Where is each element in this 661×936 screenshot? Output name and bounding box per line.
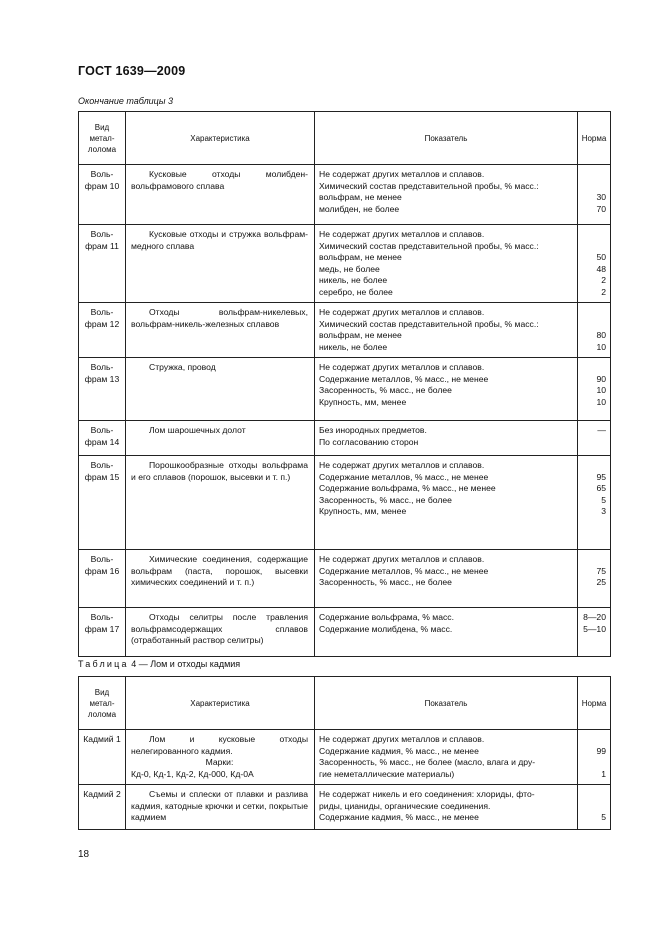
table-row <box>79 730 611 785</box>
kind-cell: Воль- фрам 10 <box>79 165 126 225</box>
characteristic-cell: Порошкообразные отходы вольфрама и его сплавов (порошок, высевки и т. п.) <box>126 456 315 550</box>
table-row <box>79 358 611 421</box>
characteristic-cell: Лом и кусковые отходы нелегированного кадмия. Марки: Кд-0, Кд-1, Кд-2, Кд-000, Кд-0А <box>126 730 315 785</box>
page-number: 18 <box>78 849 90 860</box>
header-characteristic: Характеристика <box>126 112 315 165</box>
indicator-cell: Содержание вольфрама, % масс. Содержание молибдена, % масс. <box>315 608 578 657</box>
norm-cell: 90 10 10 <box>578 358 611 421</box>
characteristic-cell: Химические соединения, содержащие вольфрам (паста, порошок, высевки химических соединений и т. п.) <box>126 550 315 608</box>
table-row <box>79 550 611 608</box>
indicator-cell: Не содержат других металлов и сплавов. Содержание металлов, % масс., не менее Засоренность, % масс., не более <box>315 550 578 608</box>
norm-cell: 5 <box>578 785 611 830</box>
norm-cell: 30 70 <box>578 165 611 225</box>
header-indicator: Показатель <box>315 112 578 165</box>
characteristic-cell: Кусковые отходы молибден-вольфрамового сплава <box>126 165 315 225</box>
norm-cell: — <box>578 421 611 456</box>
kind-cell: Кадмий 1 <box>79 730 126 785</box>
table-row <box>79 165 611 225</box>
table-4-caption: Таблица 4 — Лом и отходы кадмия <box>78 659 241 669</box>
indicator-cell: Не содержат никель и его соединения: хлориды, фто- риды, цианиды, органические соединения. Содержание кадмия, % масс., не менее <box>315 785 578 830</box>
header-kind: Вид метал- лолома <box>79 677 126 730</box>
norm-cell: 95 65 5 3 <box>578 456 611 550</box>
header-indicator: Показатель <box>315 677 578 730</box>
characteristic-cell: Стружка, провод <box>126 358 315 421</box>
table-3-caption: Окончание таблицы 3 <box>78 96 173 106</box>
document-title: ГОСТ 1639—2009 <box>78 64 186 78</box>
indicator-cell: Без инородных предметов. По согласованию сторон <box>315 421 578 456</box>
characteristic-cell: Кусковые отходы и стружка вольфрам-медного сплава <box>126 225 315 303</box>
table-row <box>79 225 611 303</box>
header-characteristic: Характеристика <box>126 677 315 730</box>
characteristic-cell: Съемы и сплески от плавки и разлива кадмия, катодные крючки и сетки, покрытые кадмием <box>126 785 315 830</box>
norm-cell: 99 1 <box>578 730 611 785</box>
indicator-cell: Не содержат других металлов и сплавов. Химический состав представительной пробы, % масс.: вольфрам, не менее молибден, не более <box>315 165 578 225</box>
norm-cell: 75 25 <box>578 550 611 608</box>
header-kind: Вид метал- лолома <box>79 112 126 165</box>
kind-cell: Воль- фрам 17 <box>79 608 126 657</box>
table-row <box>79 303 611 358</box>
table-4-header-row <box>79 677 611 730</box>
kind-cell: Воль- фрам 14 <box>79 421 126 456</box>
indicator-cell: Не содержат других металлов и сплавов. Химический состав представительной пробы, % масс.: вольфрам, не менее медь, не более никель, не более серебро, не более <box>315 225 578 303</box>
kind-cell: Кадмий 2 <box>79 785 126 830</box>
table-3 <box>78 111 611 657</box>
kind-cell: Воль- фрам 16 <box>79 550 126 608</box>
header-norm: Норма <box>578 112 611 165</box>
norm-cell: 50 48 2 2 <box>578 225 611 303</box>
kind-cell: Воль- фрам 12 <box>79 303 126 358</box>
table-row <box>79 785 611 830</box>
kind-cell: Воль- фрам 11 <box>79 225 126 303</box>
table-3-header-row <box>79 112 611 165</box>
indicator-cell: Не содержат других металлов и сплавов. Содержание металлов, % масс., не менее Содержание вольфрама, % масс., не менее Засоренность, % масс., не более Крупность, мм, менее <box>315 456 578 550</box>
indicator-cell: Не содержат других металлов и сплавов. Содержание кадмия, % масс., не менее Засоренность, % масс., не более (масло, влага и дру- гие неметаллические материалы) <box>315 730 578 785</box>
indicator-cell: Не содержат других металлов и сплавов. Химический состав представительной пробы, % масс.: вольфрам, не менее никель, не более <box>315 303 578 358</box>
header-norm: Норма <box>578 677 611 730</box>
norm-cell: 80 10 <box>578 303 611 358</box>
indicator-cell: Не содержат других металлов и сплавов. Содержание металлов, % масс., не менее Засоренность, % масс., не более Крупность, мм, менее <box>315 358 578 421</box>
characteristic-cell: Лом шарошечных долот <box>126 421 315 456</box>
table-row <box>79 421 611 456</box>
norm-cell: 8—20 5—10 <box>578 608 611 657</box>
grades-label: Марки: <box>205 757 234 767</box>
characteristic-cell: Отходы селитры после травления вольфрамсодержащих сплавов (отработанный раствор селитры) <box>126 608 315 657</box>
grades-list: Кд-0, Кд-1, Кд-2, Кд-000, Кд-0А <box>131 768 254 779</box>
characteristic-cell: Отходы вольфрам-никелевых, вольфрам-никель-железных сплавов <box>126 303 315 358</box>
kind-cell: Воль- фрам 13 <box>79 358 126 421</box>
table-4 <box>78 676 611 830</box>
table-row <box>79 608 611 657</box>
kind-cell: Воль- фрам 15 <box>79 456 126 550</box>
table-row <box>79 456 611 550</box>
